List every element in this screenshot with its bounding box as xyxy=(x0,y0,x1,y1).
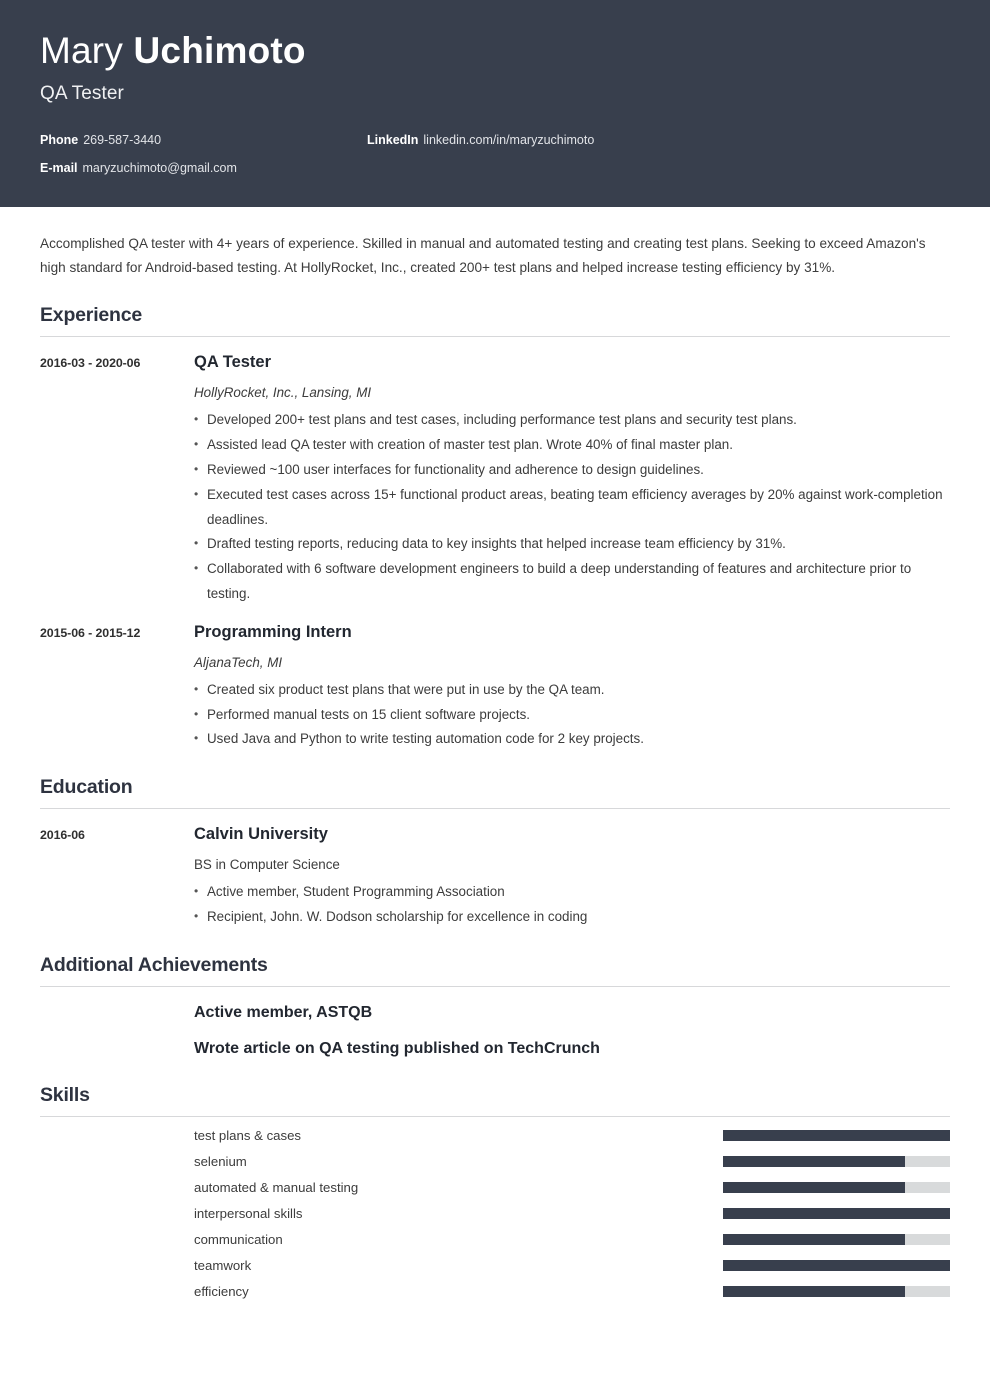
section-title-skills: Skills xyxy=(40,1084,90,1107)
section-divider xyxy=(40,1116,950,1117)
skill-level-bar xyxy=(723,1156,950,1167)
list-item: • Drafted testing reports, reducing data to key insights that helped increase team efficiency by 31%. xyxy=(194,532,950,557)
skill-level-fill xyxy=(723,1260,950,1271)
skill-label: interpersonal skills xyxy=(194,1206,303,1222)
education-entry-degree: BS in Computer Science xyxy=(194,856,340,872)
skill-label: efficiency xyxy=(194,1284,249,1300)
job-title: QA Tester xyxy=(40,82,124,104)
skill-row xyxy=(40,1284,950,1299)
skill-level-bar xyxy=(723,1208,950,1219)
education-entry-main xyxy=(194,824,950,929)
experience-entry-org: HollyRocket, Inc., Lansing, MI xyxy=(194,384,372,400)
list-item: • Reviewed ~100 user interfaces for functionality and adherence to design guidelines. xyxy=(194,458,950,483)
contact-email[interactable] xyxy=(40,160,367,178)
last-name: Uchimoto xyxy=(133,30,306,71)
experience-entry-main xyxy=(194,352,950,607)
section-divider xyxy=(40,986,950,987)
achievement-date-spacer xyxy=(40,1003,194,1024)
skill-row xyxy=(40,1128,950,1143)
experience-entry-main xyxy=(194,622,950,752)
experience-entry-bullets xyxy=(194,678,950,753)
skill-row xyxy=(40,1258,950,1273)
education-entry-date: 2016-06 xyxy=(40,828,85,843)
achievement-date-spacer xyxy=(40,1039,194,1060)
contact-linkedin-label: LinkedIn xyxy=(367,132,419,147)
skill-level-bar xyxy=(723,1130,950,1141)
section-achievements xyxy=(40,954,950,1061)
education-entry-bullets xyxy=(194,880,950,930)
contact-linkedin[interactable] xyxy=(367,132,950,150)
list-item: • Used Java and Python to write testing automation code for 2 key projects. xyxy=(194,727,950,752)
list-item: • Executed test cases across 15+ functional product areas, beating team efficiency averages by 20% against work-completion deadlines. xyxy=(194,483,950,533)
skill-level-fill xyxy=(723,1208,950,1219)
contact-grid xyxy=(40,132,950,178)
skill-label: selenium xyxy=(194,1154,247,1170)
list-item: • Created six product test plans that were put in use by the QA team. xyxy=(194,678,950,703)
list-item: • Active member, Student Programming Association xyxy=(194,880,950,905)
skill-row xyxy=(40,1154,950,1169)
skill-label: teamwork xyxy=(194,1258,252,1274)
experience-entry-role: Programming Intern xyxy=(194,623,352,642)
skill-level-fill xyxy=(723,1130,950,1141)
section-title-achievements: Additional Achievements xyxy=(40,953,268,976)
skill-level-fill xyxy=(723,1286,905,1297)
professional-summary: Accomplished QA tester with 4+ years of experience. Skilled in manual and automated testing and creating test plans. Seeking to exceed Amazon's high standard for Android-based testing. At HollyRocket, Inc., created 200+ test plans and helped increase testing efficiency by 31%. xyxy=(40,236,926,276)
section-title-experience: Experience xyxy=(40,304,143,327)
experience-entry xyxy=(40,622,950,752)
experience-entry-date: 2015-06 - 2015-12 xyxy=(40,626,141,641)
skill-level-fill xyxy=(723,1156,905,1167)
skill-level-bar xyxy=(723,1234,950,1245)
experience-entry-role: QA Tester xyxy=(194,353,272,372)
experience-entry-org: AljanaTech, MI xyxy=(194,654,283,670)
skill-row xyxy=(40,1232,950,1247)
skill-level-fill xyxy=(723,1234,905,1245)
list-item: • Recipient, John. W. Dodson scholarship for excellence in coding xyxy=(194,905,950,930)
contact-linkedin-value[interactable]: linkedin.com/in/maryzuchimoto xyxy=(423,132,595,147)
education-entry xyxy=(40,824,950,929)
skill-row xyxy=(40,1206,950,1221)
list-item: • Assisted lead QA tester with creation of master test plan. Wrote 40% of final master plan. xyxy=(194,433,950,458)
section-education xyxy=(40,776,950,929)
section-divider xyxy=(40,336,950,337)
resume-body xyxy=(0,232,990,1299)
first-name: Mary xyxy=(40,30,124,71)
achievement-text: Wrote article on QA testing published on TechCrunch xyxy=(194,1040,600,1058)
list-item: • Performed manual tests on 15 client software projects. xyxy=(194,703,950,728)
skill-row xyxy=(40,1180,950,1195)
skill-level-fill xyxy=(723,1182,905,1193)
list-item: • Developed 200+ test plans and test cases, including performance test plans and security test plans. xyxy=(194,408,950,433)
section-divider xyxy=(40,808,950,809)
contact-phone-label: Phone xyxy=(40,132,79,147)
experience-entry xyxy=(40,352,950,607)
resume-header-banner xyxy=(0,0,990,207)
skill-level-bar xyxy=(723,1286,950,1297)
contact-phone-value: 269-587-3440 xyxy=(83,132,162,147)
experience-entry-date: 2016-03 - 2020-06 xyxy=(40,356,141,371)
contact-empty-cell xyxy=(367,160,950,178)
skill-label: test plans & cases xyxy=(194,1128,302,1144)
achievement-text: Active member, ASTQB xyxy=(194,1003,373,1021)
contact-email-label: E-mail xyxy=(40,161,78,176)
section-skills xyxy=(40,1084,950,1299)
skill-label: communication xyxy=(194,1232,283,1248)
contact-email-value[interactable]: maryzuchimoto@gmail.com xyxy=(82,161,237,176)
list-item: • Collaborated with 6 software development engineers to build a deep understanding of features and architecture prior to testing. xyxy=(194,557,950,607)
section-title-education: Education xyxy=(40,776,133,799)
skills-list xyxy=(40,1128,950,1299)
experience-entry-bullets xyxy=(194,408,950,607)
skill-level-bar xyxy=(723,1260,950,1271)
contact-phone xyxy=(40,132,367,150)
education-entry-school: Calvin University xyxy=(194,825,328,844)
skill-label: automated & manual testing xyxy=(194,1180,359,1196)
achievement-row xyxy=(40,1003,950,1024)
skill-level-bar xyxy=(723,1182,950,1193)
page-title xyxy=(40,32,950,71)
achievement-row xyxy=(40,1039,950,1060)
section-experience xyxy=(40,304,950,752)
